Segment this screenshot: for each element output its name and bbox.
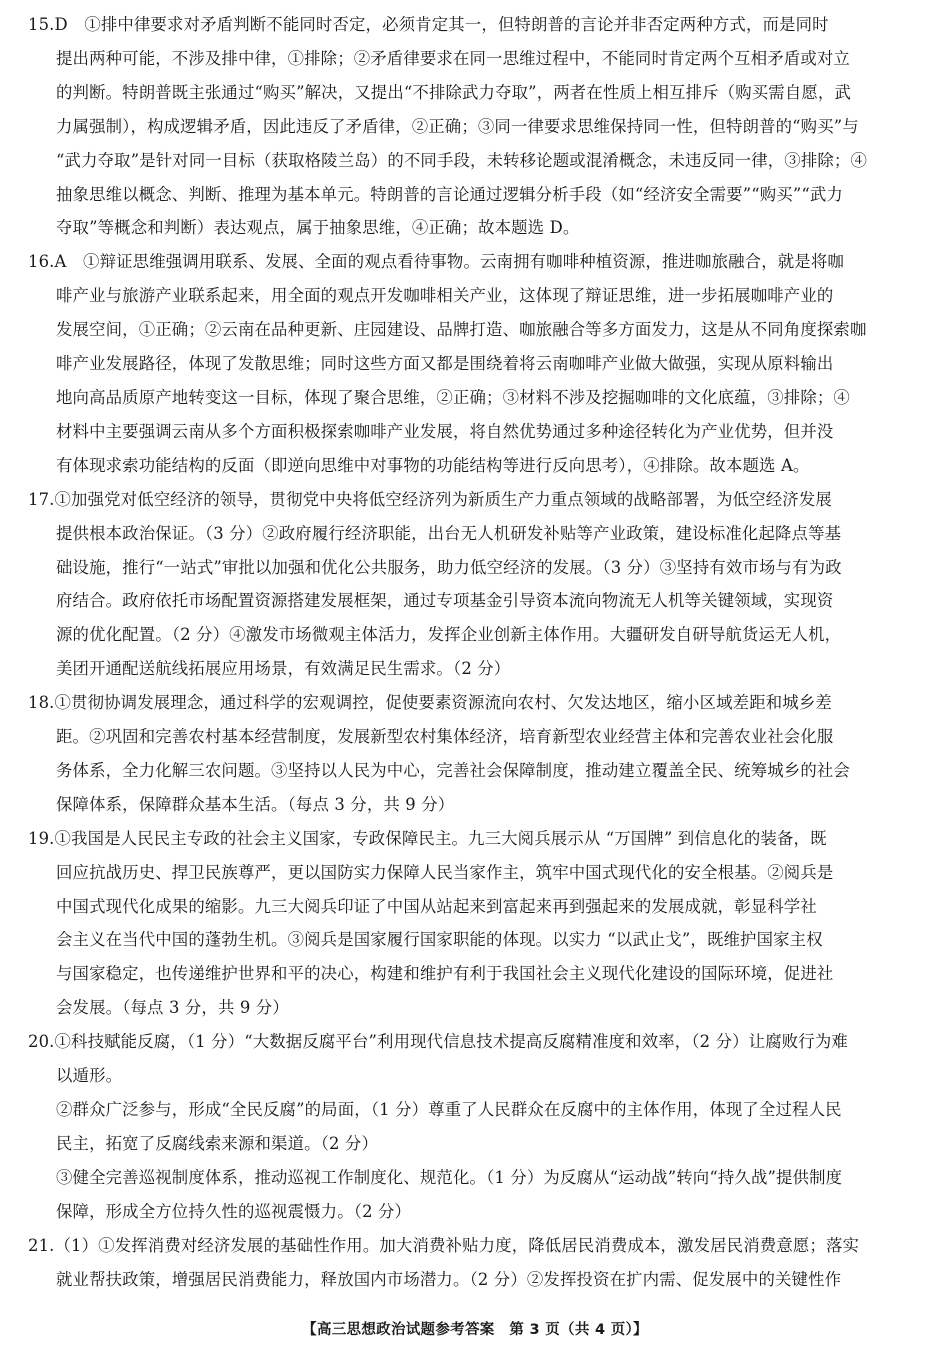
text-line: “武力夺取”是针对同一目标（获取格陵兰岛）的不同手段，未转移论题或混淆概念，未违反同一律，③排除；④ — [56, 150, 868, 170]
text-line: ②群众广泛参与，形成“全民反腐”的局面，（1 分）尊重了人民群众在反腐中的主体作用，体现了全过程人民 — [56, 1100, 842, 1119]
answer-18 — [28, 686, 920, 822]
text-line: 会主义在当代中国的蓬勃生机。③阅兵是国家履行国家职能的体现。以实力 “以武止戈”，既维护国家主权 — [56, 930, 823, 950]
text-line: 有体现求索功能结构的反面（即逆向思维中对事物的功能结构等进行反向思考），④排除。故本题选 A。 — [56, 455, 810, 475]
text-line: 抽象思维以概念、判断、推理为基本单元。特朗普的言论通过逻辑分析手段（如“经济安全需要”“购买”“武力 — [56, 184, 843, 204]
text-line: 以遁形。 — [56, 1066, 123, 1086]
text-line: 19.①我国是人民民主专政的社会主义国家，专政保障民主。九三大阅兵展示从 “万国牌” 到信息化的装备，既 — [28, 828, 827, 848]
text-line: 源的优化配置。（2 分）④激发市场微观主体活力，发挥企业创新主体作用。大疆研发自研导航货运无人机， — [56, 625, 842, 645]
text-line: 民主，拓宽了反腐线索来源和渠道。（2 分） — [56, 1133, 379, 1153]
text-line: 提出两种可能，不涉及排中律，①排除；②矛盾律要求在同一思维过程中，不能同时肯定两个互相矛盾或对立 — [56, 48, 850, 68]
text-line: 17.①加强党对低空经济的领导，贯彻党中央将低空经济列为新质生产力重点领域的战略部署，为低空经济发展 — [28, 489, 832, 509]
text-line: 21.（1）①发挥消费对经济发展的基础性作用。加大消费补贴力度，降低居民消费成本，激发居民消费意愿；落实 — [28, 1235, 860, 1255]
answer-21 — [28, 1229, 920, 1297]
text-line: 力属强制），构成逻辑矛盾，因此违反了矛盾律，②正确；③同一律要求思维保持同一性，但特朗普的“购买”与 — [56, 116, 859, 136]
page-footer: 【高三思想政治试题参考答案 第 3 页（共 4 页）】 — [302, 1322, 648, 1338]
text-line: 的判断。特朗普既主张通过“购买”解决，又提出“不排除武力夺取”，两者在性质上相互排斥（购买需自愿，武 — [56, 82, 851, 102]
text-line: 回应抗战历史、捍卫民族尊严，更以国防实力保障人民当家作主，筑牢中国式现代化的安全根基。②阅兵是 — [56, 862, 834, 882]
text-line: 保障，形成全方位持久性的巡视震慑力。（2 分） — [56, 1201, 412, 1221]
answer-15 — [28, 8, 920, 245]
text-line: 就业帮扶政策，增强居民消费能力，释放国内市场潜力。（2 分）②发挥投资在扩内需、促发展中的关键性作 — [56, 1269, 842, 1289]
answer-20 — [28, 1025, 920, 1228]
text-line: 材料中主要强调云南从多个方面积极探索咖啡产业发展，将自然优势通过多种途径转化为产业优势，但并没 — [56, 421, 834, 441]
text-line: 保障体系，保障群众基本生活。（每点 3 分，共 9 分） — [56, 794, 455, 814]
text-line: 18.①贯彻协调发展理念，通过科学的宏观调控，促使要素资源流向农村、欠发达地区，缩小区域差距和城乡差 — [28, 693, 832, 713]
text-line: 16.A ①辩证思维强调用联系、发展、全面的观点看待事物。云南拥有咖啡种植资源，推进咖旅融合，就是将咖 — [28, 252, 844, 272]
text-line: 15.D ①排中律要求对矛盾判断不能同时否定，必须肯定其一，但特朗普的言论并非否定两种方式，而是同时 — [28, 15, 829, 34]
text-line: 啡产业发展路径，体现了发散思维；同时这些方面又都是围绕着将云南咖啡产业做大做强，实现从原料输出 — [56, 354, 834, 374]
text-line: 啡产业与旅游产业联系起来，用全面的观点开发咖啡相关产业，这体现了辩证思维，进一步拓展咖啡产业的 — [56, 286, 834, 306]
text-line: 提供根本政治保证。（3 分）②政府履行经济职能，出台无人机研发补贴等产业政策，建设标准化起降点等基 — [56, 523, 842, 543]
text-line: ③健全完善巡视制度体系，推动巡视工作制度化、规范化。（1 分）为反腐从“运动战”转向“持久战”提供制度 — [56, 1167, 843, 1187]
text-line: 中国式现代化成果的缩影。九三大阅兵印证了中国从站起来到富起来再到强起来的发展成就，彰显科学社 — [56, 896, 817, 916]
text-line: 府结合。政府依托市场配置资源搭建发展框架，通过专项基金引导资本流向物流无人机等关键领域，实现资 — [56, 591, 834, 611]
text-line: 发展空间，①正确；②云南在品种更新、庄园建设、品牌打造、咖旅融合等多方面发力，这是从不同角度探索咖 — [56, 320, 867, 340]
text-line: 20.①科技赋能反腐，（1 分）“大数据反腐平台”利用现代信息技术提高反腐精准度和效率，（2 分）让腐败行为难 — [28, 1032, 848, 1052]
text-line: 会发展。（每点 3 分，共 9 分） — [56, 998, 289, 1018]
text-line: 务体系，全力化解三农问题。③坚持以人民为中心，完善社会保障制度，推动建立覆盖全民、统筹城乡的社会 — [56, 760, 850, 780]
text-line: 础设施，推行“一站式”审批以加强和优化公共服务，助力低空经济的发展。（3 分）③坚持有效市场与有为政 — [56, 557, 842, 577]
answer-17 — [28, 483, 920, 686]
answer-16 — [28, 245, 920, 482]
text-line: 距。②巩固和完善农村基本经营制度，发展新型农村集体经济，培育新型农业经营主体和完善农业社会化服 — [56, 727, 834, 747]
text-line: 与国家稳定，也传递维护世界和平的决心，构建和维护有利于我国社会主义现代化建设的国际环境，促进社 — [56, 964, 834, 984]
text-line: 地向高品质原产地转变这一目标，体现了聚合思维，②正确；③材料不涉及挖掘咖啡的文化底蕴，③排除；④ — [56, 387, 850, 407]
text-line: 夺取”等概念和判断）表达观点，属于抽象思维，④正确；故本题选 D。 — [56, 218, 580, 238]
text-line: 美团开通配送航线拓展应用场景，有效满足民生需求。（2 分） — [56, 659, 511, 679]
answer-19 — [28, 822, 920, 1025]
